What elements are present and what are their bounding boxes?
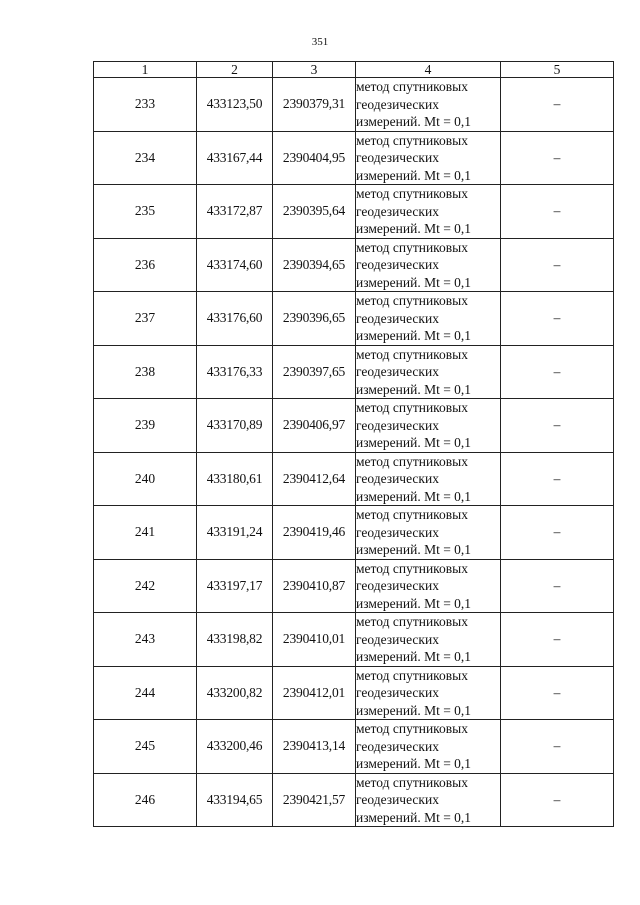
method-line: метод спутниковых [356,507,468,522]
method-line: геодезических [356,792,439,807]
table-row [94,78,614,132]
method-line: метод спутниковых [356,79,468,94]
method-cell [356,559,501,613]
point-number-cell: 242 [94,559,197,613]
x-coordinate-cell: 433176,60 [197,292,273,346]
point-number-cell: 243 [94,613,197,667]
note-cell: – [501,292,614,346]
y-coordinate-cell: 2390419,46 [273,506,356,560]
table-row [94,559,614,613]
point-number-cell: 234 [94,131,197,185]
method-line: геодезических [356,364,439,379]
y-coordinate-cell: 2390421,57 [273,773,356,827]
table-body [94,78,614,827]
method-line: метод спутниковых [356,293,468,308]
y-coordinate-cell: 2390412,01 [273,666,356,720]
method-line: геодезических [356,96,439,112]
note-cell: – [501,506,614,560]
x-coordinate-cell: 433167,44 [197,131,273,185]
method-line: измерений. Mt = 0,1 [356,381,472,397]
y-coordinate-cell: 2390413,14 [273,720,356,774]
x-coordinate-cell: 433174,60 [197,238,273,292]
method-line: геодезических [356,738,439,754]
table-row [94,292,614,346]
table-row [94,773,614,827]
point-number-cell: 237 [94,292,197,346]
table-row [94,452,614,506]
table-row [94,131,614,185]
method-cell [356,78,501,132]
header-col-1: 1 [94,62,197,78]
method-cell [356,238,501,292]
x-coordinate-cell: 433200,82 [197,666,273,720]
y-coordinate-cell: 2390395,64 [273,185,356,239]
method-line: измерений. Mt = 0,1 [356,167,472,183]
note-cell: – [501,345,614,399]
x-coordinate-cell: 433197,17 [197,559,273,613]
y-coordinate-cell: 2390379,31 [273,78,356,132]
method-line: измерений. Mt = 0,1 [356,435,472,450]
method-cell [356,399,501,453]
method-line: измерений. Mt = 0,1 [356,595,472,611]
note-cell: – [501,238,614,292]
y-coordinate-cell: 2390406,97 [273,399,356,453]
y-coordinate-cell: 2390404,95 [273,131,356,185]
method-line: измерений. Mt = 0,1 [356,488,472,504]
method-cell [356,185,501,239]
method-line: геодезических [356,578,439,593]
note-cell: – [501,613,614,667]
method-line: метод спутниковых [356,400,468,415]
coordinates-table [93,61,614,827]
header-row [94,62,614,78]
point-number-cell: 236 [94,238,197,292]
method-cell [356,452,501,506]
page-number: 351 [311,36,329,48]
method-line: метод спутниковых [356,774,468,790]
y-coordinate-cell: 2390410,87 [273,559,356,613]
note-cell: – [501,559,614,613]
table-row [94,185,614,239]
method-line: геодезических [356,471,439,486]
point-number-cell: 244 [94,666,197,720]
table-row [94,399,614,453]
y-coordinate-cell: 2390410,01 [273,613,356,667]
x-coordinate-cell: 433191,24 [197,506,273,560]
method-line: геодезических [356,150,439,165]
y-coordinate-cell: 2390397,65 [273,345,356,399]
header-col-3: 3 [273,62,356,78]
method-line: метод спутниковых [356,186,468,201]
method-line: измерений. Mt = 0,1 [356,542,472,557]
method-line: измерений. Mt = 0,1 [356,328,472,343]
method-line: геодезических [356,685,439,700]
x-coordinate-cell: 433172,87 [197,185,273,239]
point-number-cell: 235 [94,185,197,239]
x-coordinate-cell: 433200,46 [197,720,273,774]
x-coordinate-cell: 433180,61 [197,452,273,506]
method-line: геодезических [356,631,439,647]
point-number-cell: 245 [94,720,197,774]
note-cell: – [501,131,614,185]
table-row [94,506,614,560]
x-coordinate-cell: 433194,65 [197,773,273,827]
method-line: геодезических [356,203,439,219]
point-number-cell: 239 [94,399,197,453]
table-row [94,720,614,774]
note-cell: – [501,185,614,239]
point-number-cell: 238 [94,345,197,399]
note-cell: – [501,452,614,506]
method-cell [356,720,501,774]
note-cell: – [501,666,614,720]
method-line: метод спутниковых [356,721,468,736]
method-line: измерений. Mt = 0,1 [356,274,472,290]
method-line: измерений. Mt = 0,1 [356,809,472,825]
header-col-2: 2 [197,62,273,78]
method-line: метод спутниковых [356,667,468,683]
x-coordinate-cell: 433123,50 [197,78,273,132]
method-line: геодезических [356,524,439,540]
y-coordinate-cell: 2390396,65 [273,292,356,346]
y-coordinate-cell: 2390394,65 [273,238,356,292]
method-line: геодезических [356,310,439,326]
method-cell [356,292,501,346]
method-cell [356,666,501,720]
method-line: метод спутниковых [356,132,468,148]
header-col-4: 4 [356,62,501,78]
method-line: метод спутниковых [356,239,468,255]
note-cell: – [501,78,614,132]
method-cell [356,773,501,827]
method-line: метод спутниковых [356,614,468,629]
table-row [94,613,614,667]
note-cell: – [501,399,614,453]
method-line: измерений. Mt = 0,1 [356,756,472,771]
table-row [94,345,614,399]
table-row [94,666,614,720]
method-line: измерений. Mt = 0,1 [356,221,472,236]
x-coordinate-cell: 433198,82 [197,613,273,667]
x-coordinate-cell: 433176,33 [197,345,273,399]
method-line: метод спутниковых [356,346,468,362]
point-number-cell: 233 [94,78,197,132]
point-number-cell: 241 [94,506,197,560]
table-row [94,238,614,292]
point-number-cell: 246 [94,773,197,827]
method-cell [356,506,501,560]
method-cell [356,345,501,399]
method-cell [356,131,501,185]
method-line: метод спутниковых [356,560,468,576]
method-line: метод спутниковых [356,453,468,469]
table-header [94,62,614,78]
method-line: измерений. Mt = 0,1 [356,702,472,718]
method-cell [356,613,501,667]
method-line: измерений. Mt = 0,1 [356,649,472,664]
method-line: измерений. Mt = 0,1 [356,114,472,129]
x-coordinate-cell: 433170,89 [197,399,273,453]
header-col-5: 5 [501,62,614,78]
method-line: геодезических [356,417,439,433]
method-line: геодезических [356,257,439,272]
y-coordinate-cell: 2390412,64 [273,452,356,506]
note-cell: – [501,720,614,774]
point-number-cell: 240 [94,452,197,506]
note-cell: – [501,773,614,827]
